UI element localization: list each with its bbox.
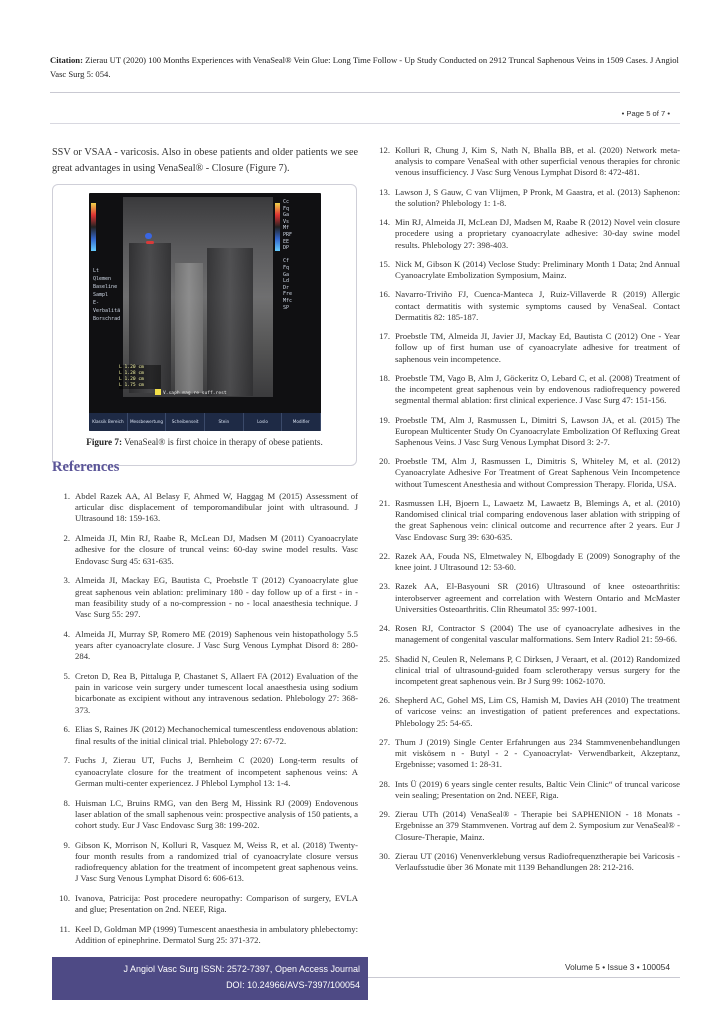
readout-line: EE	[283, 238, 290, 245]
reference-item	[372, 331, 680, 365]
ultrasound-image	[89, 193, 321, 431]
readout-line: L 1.20 cm	[119, 365, 144, 370]
reference-number: 8.	[63, 797, 70, 808]
reference-item	[372, 145, 680, 179]
reference-text: Rosen RJ, Contractor S (2004) The use of cyanoacrylate adhesives in the management of congenital vascular malformations. Sem Interv Radiol 21: 59-66.	[395, 623, 680, 645]
ultrasound-menu-item: Modifier	[282, 413, 321, 431]
doppler-color-scale-right	[275, 203, 280, 251]
reference-number: 12.	[379, 145, 390, 155]
reference-text: Ivanova, Patricija: Post procedere neuropathy: Comparison of surgery, EVLA and glue; Presentation on 2nd. NEEF, Riga.	[75, 893, 358, 915]
readout-line: Ga	[283, 271, 290, 278]
marker-icon	[155, 389, 161, 395]
figure-caption	[53, 437, 356, 447]
vein-right-shadow	[207, 248, 253, 396]
references-heading: References	[52, 459, 120, 475]
readout-line: Dr	[283, 284, 290, 291]
readout-line: Vs	[283, 218, 290, 225]
reference-item	[372, 779, 680, 801]
references-list-right	[372, 145, 680, 881]
reference-number: 27.	[379, 736, 390, 747]
reference-text: Shepherd AC, Gohel MS, Lim CS, Hamish M, Davies AH (2010) The treatment of varicose veins: an investigation of patient preferences and expectations. Phlebology 25: 54-65.	[395, 695, 680, 728]
reference-number: 18.	[379, 372, 390, 383]
tissue-bright-band	[175, 263, 203, 393]
ultrasound-measurements	[119, 365, 161, 389]
reference-text: Proebstle TM, Vago B, Alm J, Göckeritz O, Lebard C, et al. (2008) Treatment of the incompetent great saphenous vein by endovenous radiofrequency powered segmental thermal ablation: first clinical experience. J Vasc Surg 47: 151-156.	[395, 372, 680, 406]
header-divider-2	[50, 123, 680, 124]
reference-text: Razek AA, Fouda NS, Elmetwaley N, Elbogdady E (2009) Sonography of the knee joint. J Ultrasound 12: 53-60.	[395, 550, 680, 573]
reference-number: 19.	[379, 414, 390, 425]
reference-text: Proebstle TM, Alm J, Rasmussen L, Dimitris S, Whiteley M, et al. (2012) Cyanoacrylate Adhesive For Treatment of Great Saphenous Vein Incompetence without Tumescent Anesthesia and without Compression Therapy. Florida, USA.	[395, 456, 680, 489]
reference-text: Kolluri R, Chung J, Kim S, Nath N, Bhalla BB, et al. (2020) Network meta-analysis to compare VenaSeal with other superficial venous therapies for chronic venous insufficiency. J Vasc Surg Venous Lymphat Disord 8: 472-481.	[395, 145, 680, 178]
reference-item	[52, 629, 358, 663]
reference-item	[372, 289, 680, 323]
reference-text: Abdel Razek AA, Al Belasy F, Ahmed W, Haggag M (2015) Assessment of articular disc displacement of temporomandibular joint with ultrasound. J Ultrasound 18: 159-163.	[75, 491, 358, 524]
reference-text: Almeida JI, Murray SP, Romero ME (2019) Saphenous vein histopathology 5.5 years after cyanoacrylate closure. J Vasc Surg Venous Lymphat Disord 8: 280-284.	[75, 628, 358, 662]
reference-text: Razek AA, El-Basyouni SR (2016) Ultrasound of knee osteoarthritis: interobserver agreement and correlation with Western Ontario and McMaster Universities Osteoarthritis. Clin Rheumatol 35: 997-1001.	[395, 581, 680, 614]
footer-journal-bar	[52, 957, 368, 1000]
readout-line: PRF	[283, 231, 293, 238]
reference-number: 17.	[379, 331, 390, 342]
readout-line: Qlemen	[93, 276, 112, 282]
reference-text: Rasmussen LH, Bjoern L, Lawaetz M, Lawaetz B, Blemings A, et al. (2010) Randomised clinical trial comparing endovenous laser ablation with stripping of the great Saphenous vein: clinical outcome and recurrence after 2 years. Eur J Vasc Endovasc Surg 39: 630-635.	[395, 497, 680, 542]
intro-paragraph: SSV or VSAA - varicosis. Also in obese patients and older patients we see great advantages in using VenaSeal® - Closure (Figure 7).	[52, 147, 358, 174]
figure-7	[52, 184, 357, 466]
reference-item	[372, 654, 680, 688]
footer-volume-info: Volume 5 • Issue 3 • 100054	[564, 962, 670, 972]
readout-line: DP	[283, 245, 290, 252]
readout-line: E-Verbalitä	[93, 300, 121, 314]
ultrasound-image-caption: V.saph.mag.re suff.rest	[163, 391, 227, 396]
ultrasound-left-readout	[93, 267, 125, 323]
reference-item	[372, 456, 680, 490]
reference-text: Keel D, Goldman MP (1999) Tumescent anaesthesia in ambulatory phlebectomy: Addition of epinephrine. Dermatol Surg 25: 371-372.	[75, 924, 358, 946]
footer-issn: J Angiol Vasc Surg ISSN: 2572-7397, Open Access Journal	[123, 964, 360, 974]
readout-line: L 1.20 cm	[119, 377, 144, 382]
readout-line: Cf	[283, 258, 290, 265]
readout-line: Baseline	[93, 284, 118, 290]
readout-line: L 1.75 cm	[119, 383, 144, 388]
readout-line	[283, 252, 317, 259]
reference-number: 7.	[63, 755, 70, 766]
reference-item	[52, 491, 358, 525]
citation-label: Citation:	[50, 55, 83, 65]
readout-line: Mfc	[283, 297, 293, 304]
reference-item	[372, 415, 680, 449]
reference-text: Proebstle TM, Almeida JI, Javier JJ, Mackay Ed, Bautista C (2012) One - Year follow up of first human use of cyanoacrylate adhesive for treatment of saphenous vein incompetence.	[395, 331, 680, 364]
reference-number: 4.	[63, 628, 70, 639]
readout-line: Ga	[283, 212, 290, 219]
reference-text: Nick M, Gibson K (2014) Veclose Study: Preliminary Month 1 Data; 2nd Annual Cyanoacrylate Embolization Symposium, Mainz.	[395, 258, 680, 281]
reference-item	[52, 575, 358, 620]
citation-text: Zierau UT (2020) 100 Months Experiences with VenaSeal® Vein Glue: Long Time Follow - Up Study Conducted on 2912 Truncal Saphenous Veins in 1509 Cases. J Angiol Vasc Surg 5: 054.	[50, 55, 679, 79]
reference-number: 26.	[379, 695, 390, 706]
reference-number: 21.	[379, 497, 390, 508]
reference-number: 28.	[379, 778, 390, 789]
doppler-blue-signal	[145, 233, 152, 239]
reference-text: Ints Ü (2019) 6 years single center results, Baltic Vein Clinic“ of truncal varicose vein sealing; Presentation on 2nd. NEEF, Riga.	[395, 778, 680, 800]
doppler-color-scale	[91, 203, 96, 251]
reference-number: 1.	[63, 491, 70, 501]
reference-item	[372, 581, 680, 615]
reference-item	[372, 259, 680, 281]
readout-line: Fre	[283, 291, 293, 298]
ultrasound-menu-item: Messbewertung	[128, 413, 167, 431]
reference-item	[52, 671, 358, 716]
reference-text: Navarro-Triviño FJ, Cuenca-Manteca J, Ruiz-Villaverde R (2019) Allergic contact dermatitis with systemic symptoms caused by VenaSeal. Contact Dermatitis 82: 185-187.	[395, 289, 680, 322]
reference-text: Almeida JI, Min RJ, Raabe R, McLean DJ, Madsen M (2011) Cyanoacrylate adhesive for the closure of truncal veins: 60-day swine model results. Vasc Endovasc Surg 45: 631-635.	[75, 533, 358, 566]
reference-text: Creton D, Rea B, Pittaluga P, Chastanet S, Allaert FA (2012) Evaluation of the pain in varicose vein surgery under tumescent local anaesthesia using sodium bicarbonate as excipient without any intravenous sedation. Phlebology 27: 368-373.	[75, 671, 358, 715]
figure-caption-text: VenaSeal® is first choice in therapy of obese patients.	[124, 437, 323, 447]
reference-text: Huisman LC, Bruins RMG, van den Berg M, Hissink RJ (2009) Endovenous laser ablation of the small saphenous vein: prospective analysis of 150 patients, a cohort study. Eur J Vasc Endovasc Surg 38: 199-202.	[75, 797, 358, 831]
reference-item	[52, 924, 358, 946]
reference-item	[372, 373, 680, 407]
readout-line: SP	[283, 304, 290, 311]
reference-item	[372, 809, 680, 843]
reference-item	[52, 724, 358, 746]
citation-header	[50, 53, 680, 81]
reference-text: Lawson J, S Gauw, C van Vlijmen, P Pronk, M Gaastra, et al. (2013) Saphenon: the solution? Phlebology 1: 1-8.	[395, 186, 680, 208]
readout-line: Lt	[93, 268, 100, 274]
readout-line: Mf	[283, 225, 290, 232]
reference-item	[372, 187, 680, 209]
ultrasound-menu-item: Klassik Bereich	[89, 413, 128, 431]
reference-item	[52, 840, 358, 885]
reference-item	[372, 695, 680, 729]
reference-text: Elias S, Raines JK (2012) Mechanochemical tumescentless endovenous ablation: final results of the initial clinical trial. Phlebology 27: 67-72.	[75, 724, 358, 746]
reference-number: 16.	[379, 289, 390, 300]
reference-number: 15.	[379, 258, 390, 269]
reference-number: 29.	[379, 809, 390, 820]
reference-item	[372, 851, 680, 873]
readout-line: Borschrad	[93, 316, 121, 322]
reference-text: Fuchs J, Zierau UT, Fuchs J, Bernheim C (2020) Long-term results of cyanoacrylate closure for the treatment of incompetent saphenous veins: A German multi-center experiencez. J Phlebol Lymphol 13: 1-4.	[75, 755, 358, 788]
readout-line: Fq	[283, 264, 290, 271]
reference-item	[52, 893, 358, 915]
reference-item	[372, 551, 680, 573]
reference-number: 23.	[379, 581, 390, 592]
footer-doi: DOI: 10.24966/AVS-7397/100054	[226, 980, 360, 990]
reference-number: 14.	[379, 217, 390, 228]
reference-number: 25.	[379, 653, 390, 664]
reference-item	[372, 623, 680, 645]
reference-item	[372, 498, 680, 543]
reference-number: 3.	[63, 575, 70, 586]
reference-number: 10.	[59, 893, 70, 904]
reference-text: Min RJ, Almeida JI, McLean DJ, Madsen M, Raabe R (2012) Novel vein closure procedere using a proprietary cyanoacrylate adhesive: 30-day swine model results. Phlebology 27: 398-403.	[395, 217, 680, 250]
reference-text: Proebstle TM, Alm J, Rasmussen L, Dimitri S, Lawson JA, et al. (2015) The European Multicenter Study On Cyanoacrylate Embolization Of Refluxing Great Saphenous Veins. J Vasc Surg Venous Lymphat Disord 3: 2-7.	[395, 414, 680, 447]
reference-item	[52, 798, 358, 832]
references-list-left	[52, 491, 358, 955]
reference-number: 30.	[379, 850, 390, 861]
readout-line: Ld	[283, 278, 290, 285]
reference-text: Almeida JI, Mackay EG, Bautista C, Proebstle T (2012) Cyanoacrylate glue great saphenous vein ablation: preliminary 180 - day follow up of a first - in - man feasibility study of a no-compression - no - local anaesthesia technique. J Vasc Surg 55: 297.	[75, 575, 358, 620]
reference-text: Shadid N, Ceulen R, Nelemans P, C Dirksen, J Veraart, et al. (2012) Randomized clinical trial of ultrasound-guided foam sclerotherapy versus surgery for the incompetent great saphenous vein. Br J Surg 99: 1062-1070.	[395, 653, 680, 686]
reference-number: 2.	[63, 533, 70, 544]
figure-label: Figure 7:	[86, 437, 123, 447]
readout-line: Fq	[283, 205, 290, 212]
footer-divider	[368, 977, 680, 978]
reference-number: 11.	[59, 924, 70, 935]
reference-number: 6.	[63, 724, 70, 735]
reference-text: Gibson K, Morrison N, Kolluri R, Vasquez M, Weiss R, et al. (2018) Twenty-four month results from a randomized trial of cyanoacrylate closure versus radiofrequency ablation for the treatment of incompetent great saphenous veins. J Vasc Surg Venous Lymphat Disord 6: 606-613.	[75, 839, 358, 884]
ultrasound-menu-item: Loslo	[244, 413, 283, 431]
reference-number: 5.	[63, 671, 70, 682]
readout-line: L 1.28 cm	[119, 371, 144, 376]
ultrasound-side-readout	[283, 199, 317, 311]
page-indicator: • Page 5 of 7 •	[621, 109, 670, 118]
reference-item	[52, 755, 358, 789]
reference-item	[372, 737, 680, 771]
reference-item	[52, 533, 358, 567]
ultrasound-menu-item: Stein	[205, 413, 244, 431]
ultrasound-menu-bar	[89, 413, 321, 431]
ultrasound-menu-item: Scheibenseit	[166, 413, 205, 431]
reference-number: 13.	[379, 186, 390, 197]
reference-number: 22.	[379, 550, 390, 561]
reference-number: 9.	[63, 839, 70, 850]
header-divider	[50, 92, 680, 93]
reference-text: Thum J (2019) Single Center Erfahrungen aus 234 Stammvenenbehandlungen mit viskösem n - Butyl - 2 - Cyanoacrylat- Verwendbarkeit, Akzeptanz, Ergebnisse; vasomed 1: 28-31.	[395, 736, 680, 770]
readout-line: Sampl	[93, 292, 109, 298]
reference-item	[372, 217, 680, 251]
reference-number: 24.	[379, 623, 390, 634]
left-column-intro	[52, 145, 358, 177]
readout-line: Cc	[283, 199, 290, 205]
doppler-red-signal	[146, 241, 154, 244]
reference-text: Zierau UT (2016) Venenverklebung versus Radiofrequenztherapie bei Varicosis - Verlaufsstudie über 36 Monate mit 1139 Behandlungen 28: 212-216.	[395, 850, 680, 873]
reference-number: 20.	[379, 456, 390, 467]
reference-text: Zierau UTh (2014) VenaSeal® - Therapie bei SAPHENION - 18 Monats - Ergebnisse an 379 Stammvenen. Vortrag auf dem 2. Symposium zur VenaSeal® - Closure-Therapie, Mainz.	[395, 809, 680, 842]
